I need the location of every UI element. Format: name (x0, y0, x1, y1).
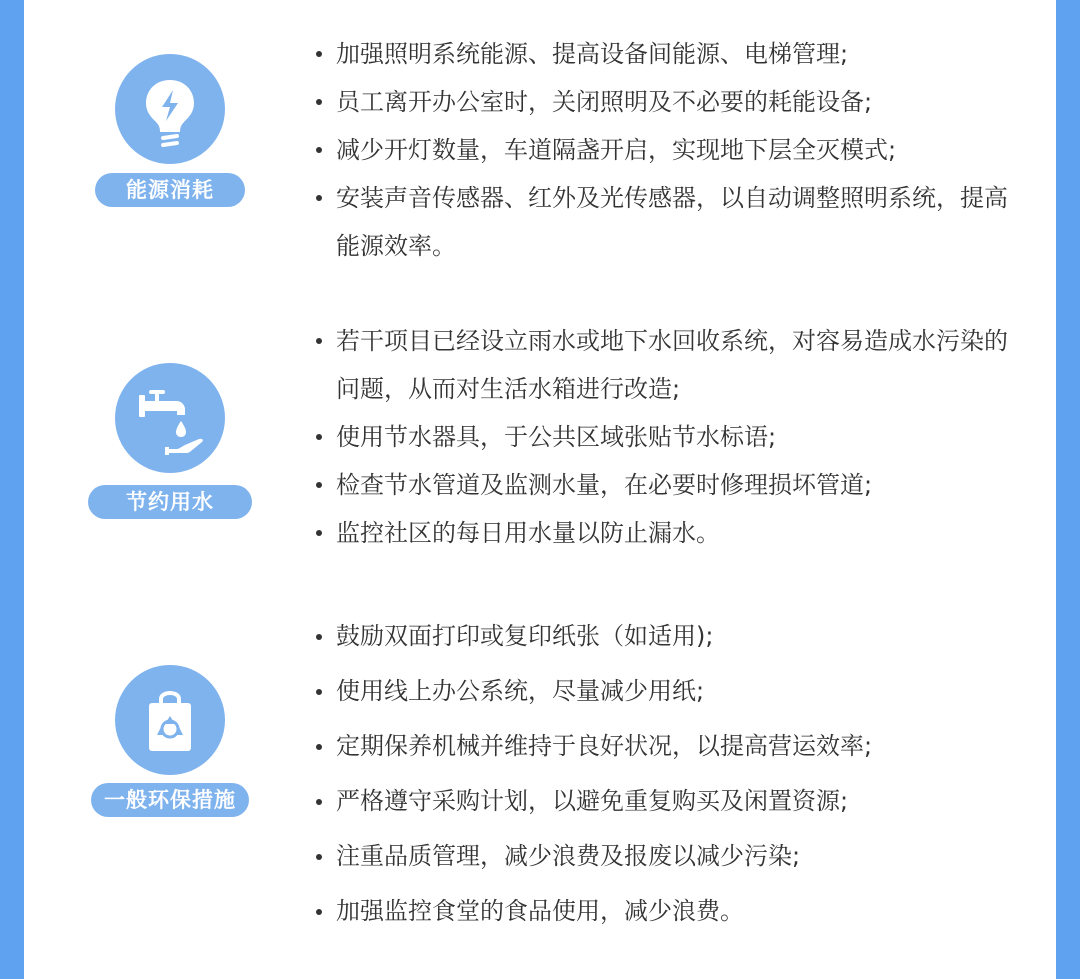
list-item: 安装声音传感器、红外及光传感器，以自动调整照明系统，提高能源效率。 (314, 174, 1014, 270)
list-item: 使用线上办公系统，尽量减少用纸; (314, 664, 1014, 719)
list-item: 定期保养机械并维持于良好状况，以提高营运效率; (314, 719, 1014, 774)
recycle-bag-icon (115, 665, 225, 775)
water-tap-icon (115, 363, 225, 473)
list-item: 员工离开办公室时，关闭照明及不必要的耗能设备; (314, 78, 1014, 126)
list-item: 严格遵守采购计划，以避免重复购买及闲置资源; (314, 774, 1014, 829)
energy-list (314, 30, 1014, 270)
list-item: 注重品质管理，减少浪费及报废以减少污染; (314, 829, 1014, 884)
section-label: 能源消耗 (95, 173, 245, 207)
water-list (314, 317, 1014, 557)
list-item: 监控社区的每日用水量以防止漏水。 (314, 509, 1014, 557)
list-item: 鼓励双面打印或复印纸张（如适用); (314, 609, 1014, 664)
general-list (314, 609, 1014, 939)
content-card (24, 0, 1056, 979)
section-label: 节约用水 (88, 485, 252, 519)
lightbulb-icon (115, 54, 225, 164)
list-item: 减少开灯数量，车道隔盏开启，实现地下层全灭模式; (314, 126, 1014, 174)
list-item: 使用节水器具，于公共区域张贴节水标语; (314, 413, 1014, 461)
list-item: 若干项目已经设立雨水或地下水回收系统，对容易造成水污染的问题，从而对生活水箱进行改造; (314, 317, 1014, 413)
section-label: 一般环保措施 (91, 783, 249, 817)
list-item: 加强照明系统能源、提高设备间能源、电梯管理; (314, 30, 1014, 78)
list-item: 检查节水管道及监测水量，在必要时修理损坏管道; (314, 461, 1014, 509)
list-item: 加强监控食堂的食品使用，减少浪费。 (314, 884, 1014, 939)
